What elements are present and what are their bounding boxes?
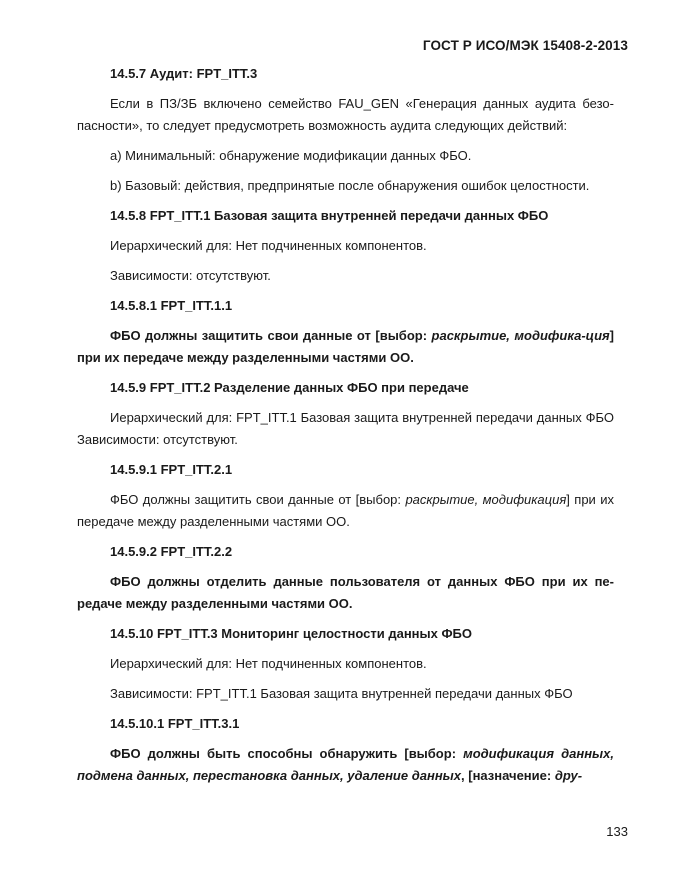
section-14-5-10-hierarchical: Иерархический для: Нет подчиненных компонентов. <box>110 656 427 671</box>
requirement-fpt-itt-3-1 <box>77 743 614 787</box>
requirement-text-mid: , [назначение: <box>461 768 555 783</box>
requirement-text-end: ] при их передаче между разделенными частями ОО. <box>77 492 614 529</box>
section-14-5-9-hierarchical-dependencies: Иерархический для: FPT_ITT.1 Базовая защита внутренней передачи данных ФБО Зависимости: отсутствуют. <box>77 410 614 447</box>
requirement-fpt-itt-1-1 <box>77 325 614 369</box>
section-14-5-7-intro: Если в ПЗ/ЗБ включено семейство FAU_GEN «Генерация данных аудита безо-пасности», то следует предусмотреть возможность аудита следующих действий: <box>77 96 614 133</box>
selection-options: модификация данных, подмена данных, перестановка данных, удаление данных <box>77 746 614 783</box>
element-fpt-itt-2-1-heading: 14.5.9.1 FPT_ITT.2.1 <box>110 462 233 477</box>
requirement-fpt-itt-2-2: ФБО должны отделить данные пользователя от данных ФБО при их пе-редаче между разделенными частями ОО. <box>77 574 614 611</box>
element-fpt-itt-3-1-heading: 14.5.10.1 FPT_ITT.3.1 <box>110 716 240 731</box>
section-14-5-10-heading: 14.5.10 FPT_ITT.3 Мониторинг целостности данных ФБО <box>110 626 473 641</box>
section-14-5-10-dependencies: Зависимости: FPT_ITT.1 Базовая защита внутренней передачи данных ФБО <box>110 686 573 701</box>
audit-item-minimal: a) Минимальный: обнаружение модификации данных ФБО. <box>110 148 472 163</box>
requirement-text: ФБО должны защитить свои данные от [выбор: <box>110 492 406 507</box>
section-14-5-8-heading: 14.5.8 FPT_ITT.1 Базовая защита внутренней передачи данных ФБО <box>110 208 549 223</box>
selection-options: раскрытие, модифика-ция <box>431 328 610 343</box>
requirement-text-end: ] при их передаче между разделенными частями ОО. <box>77 328 615 365</box>
element-fpt-itt-2-2-heading: 14.5.9.2 FPT_ITT.2.2 <box>110 544 233 559</box>
page-content <box>77 63 614 787</box>
audit-item-basic: b) Базовый: действия, предпринятые после обнаружения ошибок целостности. <box>110 178 590 193</box>
assignment-text: дру- <box>554 768 583 783</box>
selection-options: раскрытие, модификация <box>405 492 567 507</box>
section-14-5-7-heading: 14.5.7 Аудит: FPT_ITT.3 <box>110 66 258 81</box>
page-number: 133 <box>606 824 628 839</box>
requirement-fpt-itt-2-1 <box>77 489 614 533</box>
section-14-5-8-dependencies: Зависимости: отсутствуют. <box>110 268 271 283</box>
document-id-header: ГОСТ Р ИСО/МЭК 15408-2-2013 <box>422 38 628 53</box>
element-fpt-itt-1-1-heading: 14.5.8.1 FPT_ITT.1.1 <box>110 298 233 313</box>
section-14-5-9-heading: 14.5.9 FPT_ITT.2 Разделение данных ФБО при передаче <box>110 380 469 395</box>
requirement-text: ФБО должны защитить свои данные от [выбор: <box>110 328 432 343</box>
requirement-text: ФБО должны быть способны обнаружить [выбор: <box>110 746 464 761</box>
section-14-5-8-hierarchical: Иерархический для: Нет подчиненных компонентов. <box>110 238 427 253</box>
